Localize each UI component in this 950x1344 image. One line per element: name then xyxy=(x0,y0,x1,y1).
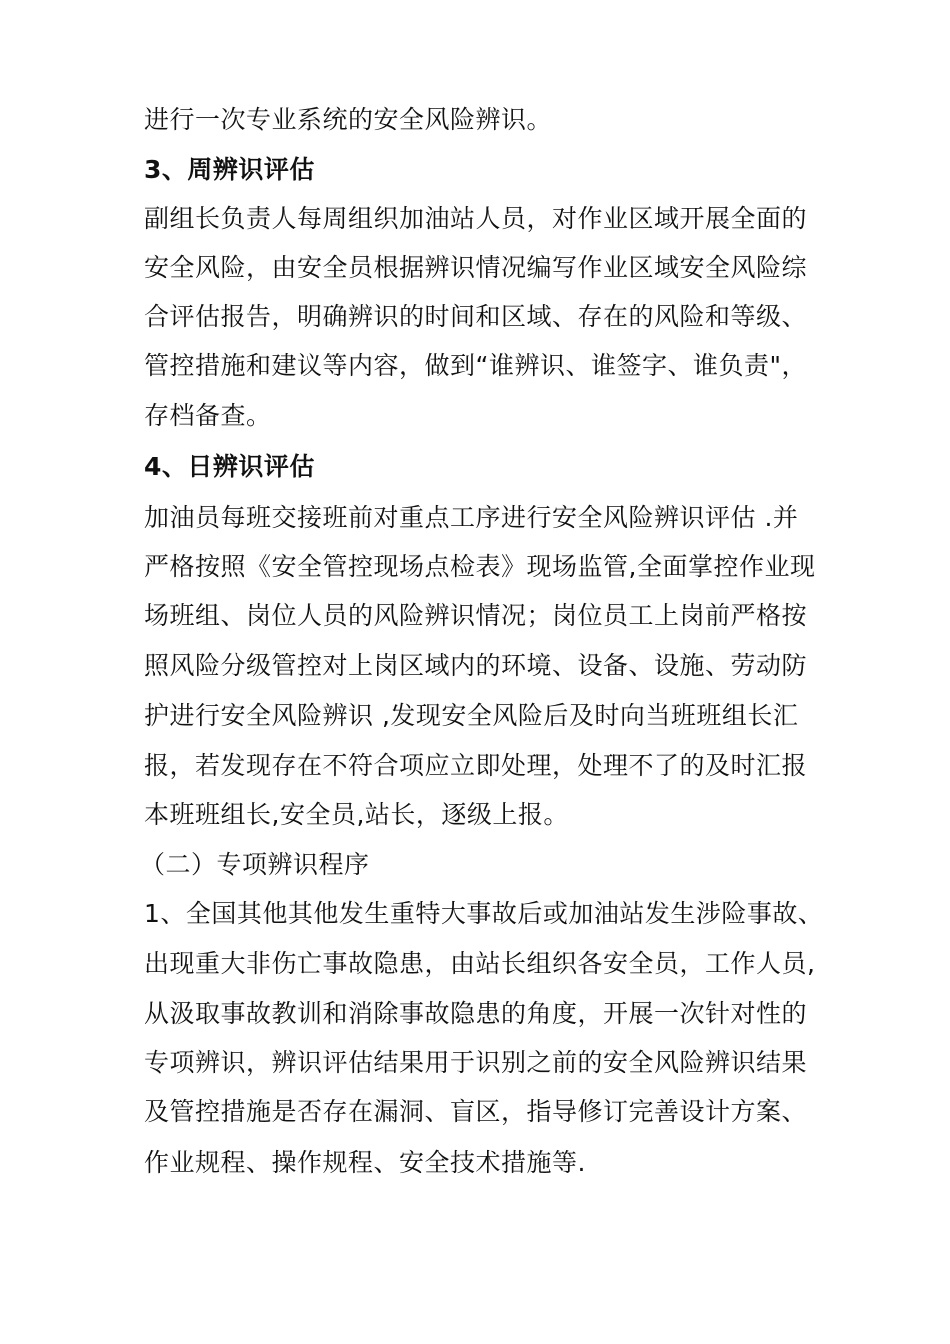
paragraph-line: 照风险分级管控对上岗区域内的环境、设备、设施、劳动防 xyxy=(144,651,808,680)
paragraph-line: 从汲取事故教训和消除事故隐患的角度，开展一次针对性的 xyxy=(144,999,808,1028)
paragraph-line: 专项辨识，辨识评估结果用于识别之前的安全风险辨识结果 xyxy=(144,1048,808,1077)
paragraph-line: 作业规程、操作规程、安全技术措施等. xyxy=(144,1148,586,1177)
paragraph-line: 报，若发现存在不符合项应立即处理，处理不了的及时汇报 xyxy=(144,751,808,780)
paragraph-line: 1、全国其他其他发生重特大事故后或加油站发生涉险事故、 xyxy=(144,899,824,928)
paragraph-line: 安全风险，由安全员根据辨识情况编写作业区域安全风险综 xyxy=(144,253,808,282)
section-heading-special: （二）专项辨识程序 xyxy=(140,850,370,879)
paragraph-line: 管控措施和建议等内容，做到“谁辨识、谁签字、谁负责"， xyxy=(144,351,807,380)
paragraph-line: 场班组、岗位人员的风险辨识情况；岗位员工上岗前严格按 xyxy=(144,601,808,630)
paragraph-line: 存档备查。 xyxy=(144,401,272,430)
paragraph-line: 及管控措施是否存在漏洞、盲区，指导修订完善设计方案、 xyxy=(144,1097,808,1126)
paragraph-line: 合评估报告，明确辨识的时间和区域、存在的风险和等级、 xyxy=(144,302,808,331)
paragraph-line: 进行一次专业系统的安全风险辨识。 xyxy=(144,105,553,134)
paragraph-line: 严格按照《安全管控现场点检表》现场监管,全面掌控作业现 xyxy=(144,552,816,581)
paragraph-line: 出现重大非伤亡事故隐患，由站长组织各安全员，工作人员, xyxy=(144,949,816,978)
paragraph-line: 本班班组长,安全员,站长，逐级上报。 xyxy=(144,800,569,829)
section-heading-weekly: 3、周辨识评估 xyxy=(144,155,315,184)
paragraph-line: 副组长负责人每周组织加油站人员，对作业区域开展全面的 xyxy=(144,204,808,233)
paragraph-line: 加油员每班交接班前对重点工序进行安全风险辨识评估 .并 xyxy=(144,503,799,532)
section-heading-daily: 4、日辨识评估 xyxy=(144,452,315,481)
paragraph-line: 护进行安全风险辨识 ,发现安全风险后及时向当班班组长汇 xyxy=(144,701,799,730)
